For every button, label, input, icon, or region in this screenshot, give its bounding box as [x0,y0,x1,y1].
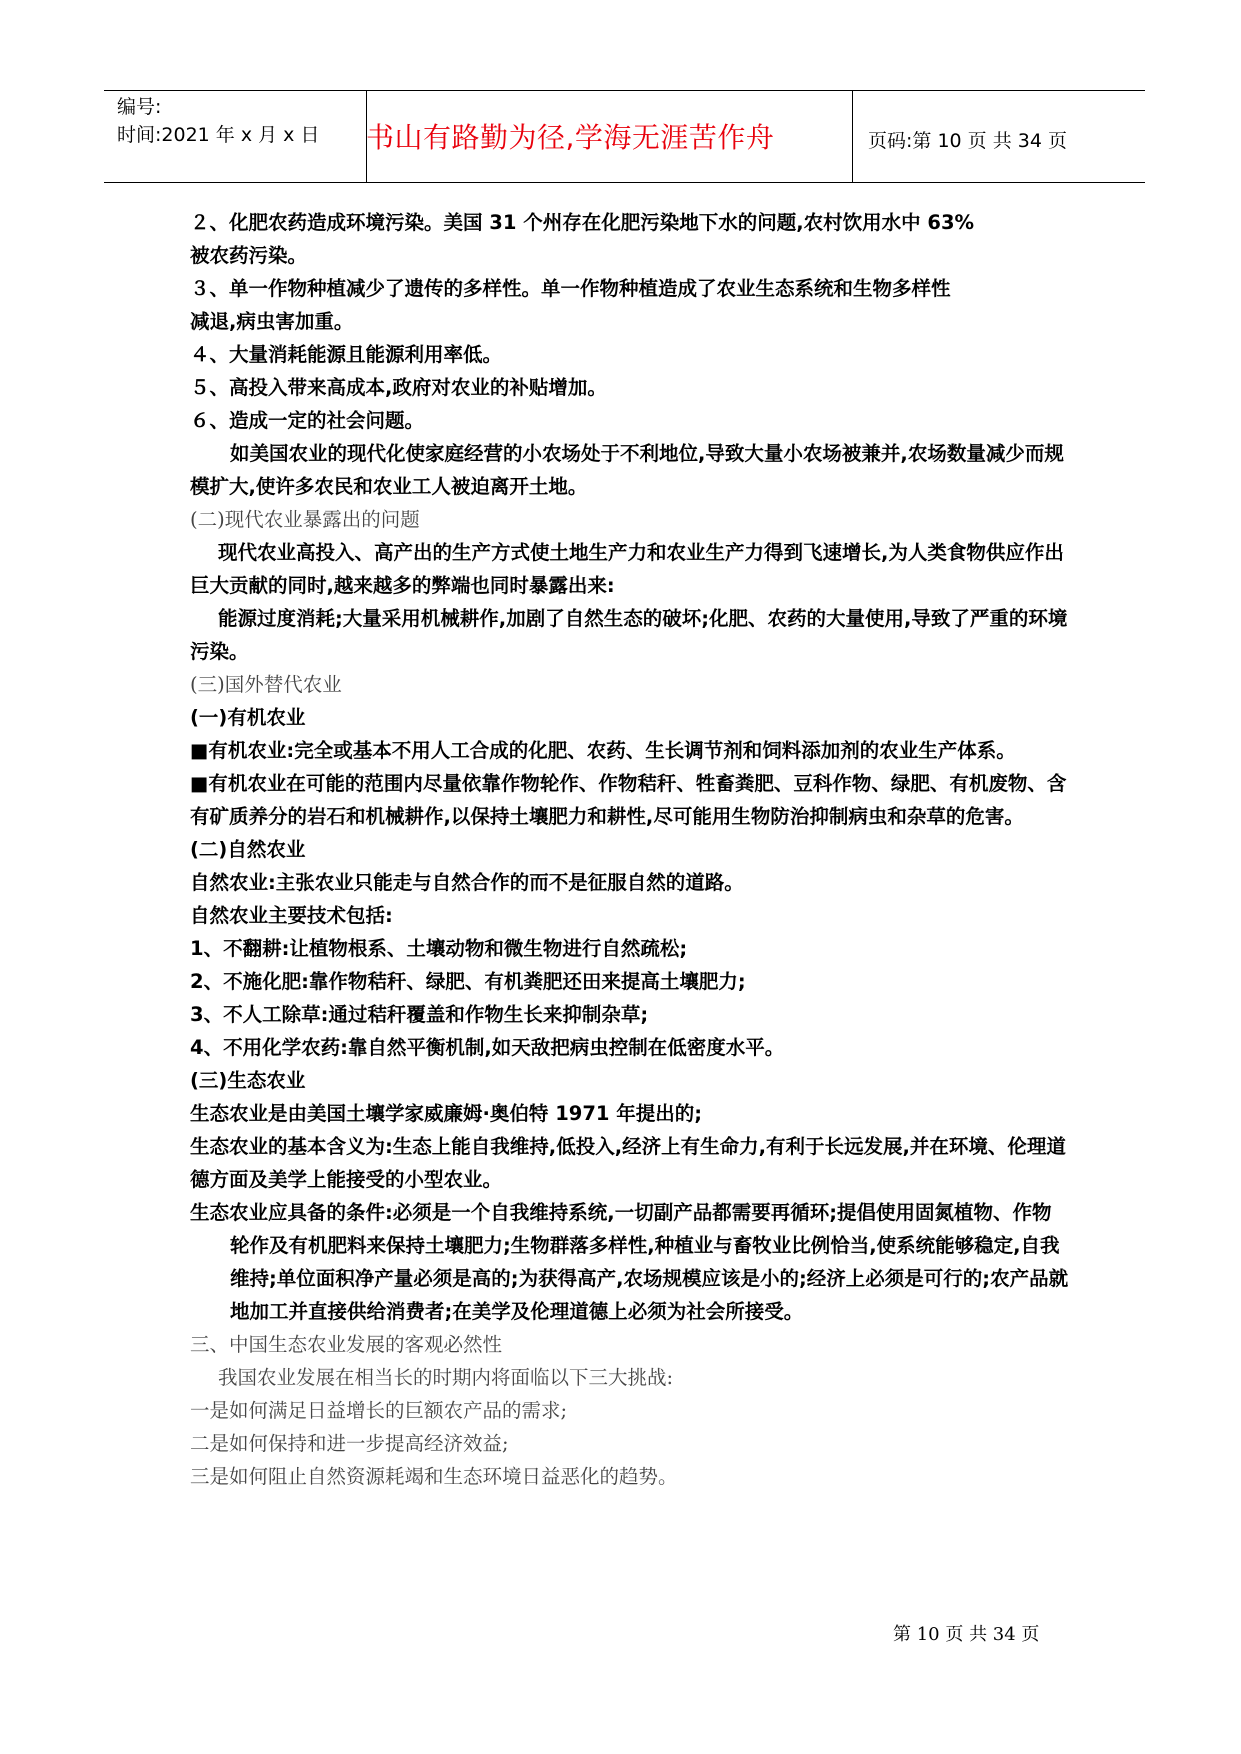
footer-page-number: 第 10 页 共 34 页 [893,1624,1040,1645]
para-monoculture-line2: 减退,病虫害加重。 [190,310,354,333]
list-item-challenge-1: 一是如何满足日益增长的巨额农产品的需求; [190,1399,568,1422]
list-item-no-pesticide: 4、不用化学农药:靠自然平衡机制,如天敌把病虫控制在低密度水平。 [190,1036,785,1059]
heading-foreign-alternatives: (三)国外替代农业 [190,673,342,696]
list-item-no-weeding: 3、不人工除草:通过秸秆覆盖和作物生长来抑制杂草; [190,1003,649,1026]
para-us-farms: 如美国农业的现代化使家庭经营的小农场处于不利地位,导致大量小农场被兼并,农场数量减少而规模扩大,使许多农民和农业工人被迫离开土地。 [190,442,1064,498]
para-modern-agri: 现代农业高投入、高产出的生产方式使土地生产力和农业生产力得到飞速增长,为人类食物供应作出巨大贡献的同时,越来越多的弊端也同时暴露出来: [190,541,1064,597]
para-eco-meaning: 生态农业的基本含义为:生态上能自我维持,低投入,经济上有生命力,有利于长远发展,并在环境、伦理道德方面及美学上能接受的小型农业。 [190,1135,1066,1191]
para-eco-conditions: 生态农业应具备的条件:必须是一个自我维持系统,一切副产品都需要再循环;提倡使用固氮植物、作物轮作及有机肥料来保持土壤肥力;生物群落多样性,种植业与畜牧业比例恰当,使系统能够稳定,自我维持;单位面积净产量必须是高的;为获得高产,农场规模应该是小的;经济上必须是可行的;农产品就地加工并直接供给消费者;在美学及伦理道德上必须为社会所接受。 [190,1201,1069,1323]
para-eco-origin: 生态农业是由美国土壤学家威廉姆·奥伯特 1971 年提出的; [190,1102,703,1125]
heading-natural: (二)自然农业 [190,838,306,861]
header-top-rule [104,90,1145,91]
heading-organic: (一)有机农业 [190,706,306,729]
list-item-no-tillage: 1、不翻耕:让植物根系、土壤动物和微生物进行自然疏松; [190,937,688,960]
para-social-problem: ６、造成一定的社会问题。 [190,409,425,432]
para-organic-methods: ■有机农业在可能的范围内尽量依靠作物轮作、作物秸秆、牲畜粪肥、豆科作物、绿肥、有机废物、含有矿质养分的岩石和机械耕作,以保持土壤肥力和耕性,尽可能用生物防治抑制病虫和杂草的危害。 [190,772,1067,828]
para-high-cost: ５、高投入带来高成本,政府对农业的补贴增加。 [190,376,607,399]
para-natural-tech: 自然农业主要技术包括: [190,904,393,927]
para-three-challenges: 我国农业发展在相当长的时期内将面临以下三大挑战: [218,1366,674,1389]
heading-china-eco: 三、中国生态农业发展的客观必然性 [190,1333,503,1356]
header-motto: 书山有路勤为径,学海无涯苦作舟 [366,121,775,154]
list-item-challenge-3: 三是如何阻止自然资源耗竭和生态环境日益恶化的趋势。 [190,1465,678,1488]
document-body [190,206,1070,1493]
list-item-challenge-2: 二是如何保持和进一步提高经济效益; [190,1432,509,1455]
header-divider-2 [852,90,853,182]
header-bottom-rule [104,182,1145,183]
para-natural-def: 自然农业:主张农业只能走与自然合作的而不是征服自然的道路。 [190,871,744,894]
heading-modern-problems: (二)现代农业暴露出的问题 [190,508,420,531]
para-energy: ４、大量消耗能源且能源利用率低。 [190,343,503,366]
para-chem-pollution-line2: 被农药污染。 [190,244,308,267]
para-organic-def: ■有机农业:完全或基本不用人工合成的化肥、农药、生长调节剂和饲料添加剂的农业生产体系。 [190,739,1016,762]
para-chem-pollution-line1: ２、化肥农药造成环境污染。美国 31 个州存在化肥污染地下水的问题,农村饮用水中 63% [190,211,975,234]
header-number-label: 编号: [117,96,162,118]
header-time-label: 时间:2021 年 x 月 x 日 [117,124,320,146]
list-item-no-fertilizer: 2、不施化肥:靠作物秸秆、绿肥、有机粪肥还田来提高土壤肥力; [190,970,746,993]
para-monoculture-line1: ３、单一作物种植减少了遗传的多样性。单一作物种植造成了农业生态系统和生物多样性 [190,277,951,300]
para-energy-consumption: 能源过度消耗;大量采用机械耕作,加剧了自然生态的破坏;化肥、农药的大量使用,导致了严重的环境污染。 [190,607,1068,663]
heading-ecological: (三)生态农业 [190,1069,306,1092]
header-page-code: 页码:第 10 页 共 34 页 [868,130,1067,152]
